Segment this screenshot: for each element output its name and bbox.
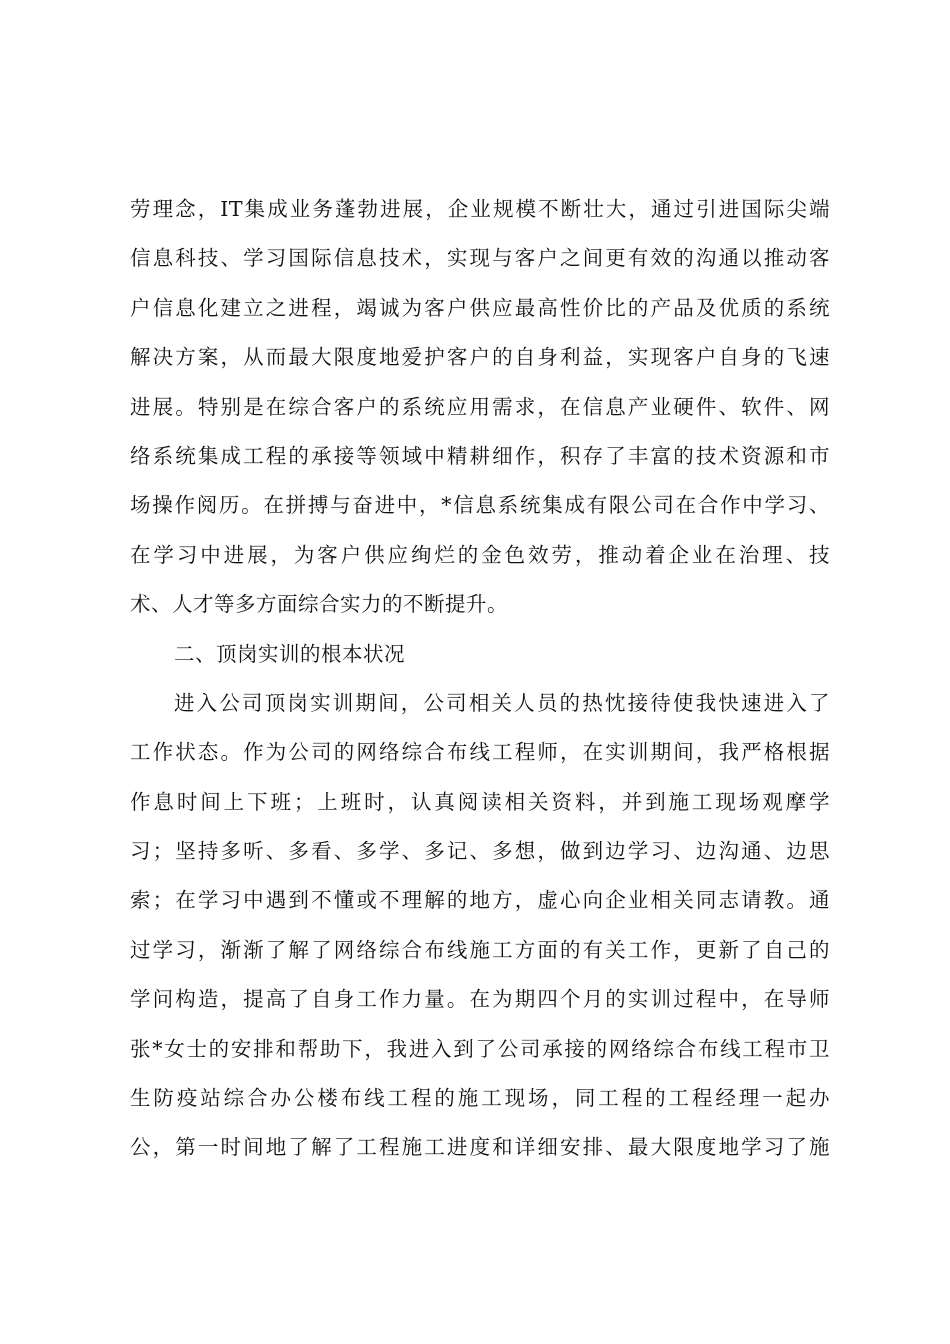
paragraph-2-line-3: 作息时间上下班；上班时，认真阅读相关资料，并到施工现场观摩学 xyxy=(130,789,830,814)
paragraph-1-line-2: 信息科技、学习国际信息技术，实现与客户之间更有效的沟通以推动客 xyxy=(130,246,830,271)
paragraph-2-line-6: 过学习，渐渐了解了网络综合布线施工方面的有关工作，更新了自己的 xyxy=(130,937,830,962)
paragraph-1-line-9: 术、人才等多方面综合实力的不断提升。 xyxy=(130,592,508,617)
paragraph-1-line-7: 场操作阅历。在拼搏与奋进中，*信息系统集成有限公司在合作中学习、 xyxy=(130,493,830,518)
paragraph-2-line-9: 生防疫站综合办公楼布线工程的施工现场，同工程的工程经理一起办 xyxy=(130,1086,830,1111)
paragraph-2-line-4: 习；坚持多听、多看、多学、多记、多想，做到边学习、边沟通、边思 xyxy=(130,839,830,864)
paragraph-1-line-6: 络系统集成工程的承接等领域中精耕细作，积存了丰富的技术资源和市 xyxy=(130,443,830,468)
paragraph-1-line-3: 户信息化建立之进程，竭诚为客户供应最高性价比的产品及优质的系统 xyxy=(130,295,830,320)
paragraph-1-line-4: 解决方案，从而最大限度地爱护客户的自身利益，实现客户自身的飞速 xyxy=(130,345,830,370)
section-heading-2: 二、顶岗实训的根本状况 xyxy=(174,641,405,666)
document-body xyxy=(130,185,830,1173)
paragraph-2-line-10: 公，第一时间地了解了工程施工进度和详细安排、最大限度地学习了施 xyxy=(130,1135,830,1160)
paragraph-2-line-8: 张*女士的安排和帮助下，我进入到了公司承接的网络综合布线工程市卫 xyxy=(130,1036,830,1061)
paragraph-1-line-5: 进展。特别是在综合客户的系统应用需求，在信息产业硬件、软件、网 xyxy=(130,394,830,419)
paragraph-2-line-1: 进入公司顶岗实训期间，公司相关人员的热忱接待使我快速进入了 xyxy=(174,690,830,715)
paragraph-1-line-1: 劳理念，IT集成业务蓬勃进展，企业规模不断壮大，通过引进国际尖端 xyxy=(130,197,830,221)
paragraph-1-line-8: 在学习中进展，为客户供应绚烂的金色效劳，推动着企业在治理、技 xyxy=(130,542,830,567)
paragraph-2-line-7: 学问构造，提高了自身工作力量。在为期四个月的实训过程中，在导师 xyxy=(130,987,830,1012)
paragraph-2-line-2: 工作状态。作为公司的网络综合布线工程师，在实训期间，我严格根据 xyxy=(130,740,830,765)
paragraph-2-line-5: 索；在学习中遇到不懂或不理解的地方，虚心向企业相关同志请教。通 xyxy=(130,888,830,913)
